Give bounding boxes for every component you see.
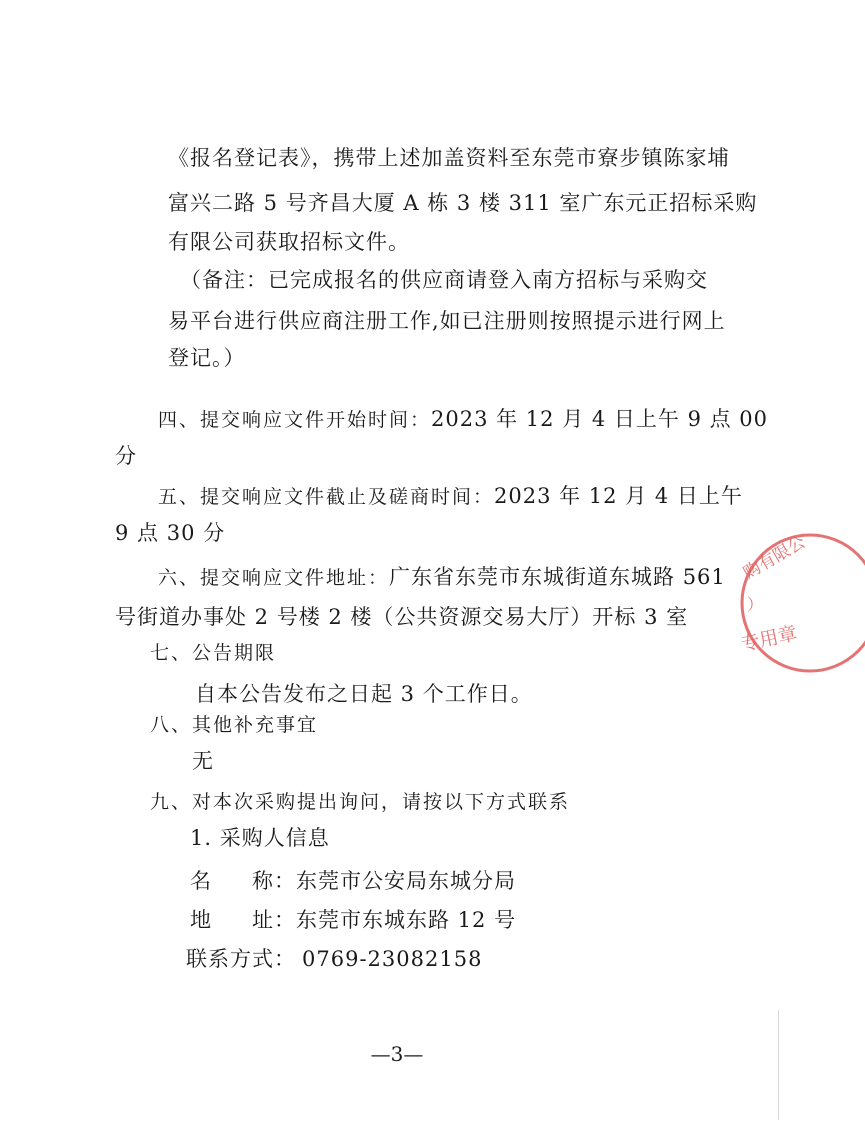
contact-label: 称：: [252, 869, 296, 893]
section-heading: 四、提交响应文件开始时间：: [158, 409, 432, 431]
text-line: 《报名登记表》，携带上述加盖资料至东莞市寮步镇陈家埔: [168, 146, 730, 170]
section-heading: 九、对本次采购提出询问，请按以下方式联系: [150, 791, 571, 813]
page-number: —3—: [370, 1042, 424, 1066]
section-heading: 七、公告期限: [150, 642, 277, 664]
contact-label: 联系方式：: [186, 947, 296, 971]
text-line: （备注：已完成报名的供应商请登入南方招标与采购交: [180, 268, 708, 292]
contact-value: 东莞市公安局东城分局: [296, 869, 516, 893]
section-heading: 六、提交响应文件地址：: [158, 567, 390, 589]
text-line: 号街道办事处 2 号楼 2 楼（公共资源交易大厅）开标 3 室: [115, 605, 689, 629]
section-four: [158, 404, 768, 435]
section-five: [158, 481, 743, 512]
contact-value: 东莞市东城东路 12 号: [296, 908, 517, 932]
text-line: 无: [192, 749, 214, 773]
text-line: 有限公司获取招标文件。: [168, 230, 410, 254]
contact-label: 址：: [252, 908, 296, 932]
section-value: 广东省东莞市东城街道东城路 561: [389, 565, 726, 589]
section-heading: 八、其他补充事宜: [150, 714, 319, 736]
text-line: 1. 采购人信息: [190, 826, 330, 850]
text-line: 分: [115, 444, 137, 468]
section-heading: 五、提交响应文件截止及磋商时间：: [158, 486, 495, 508]
section-six: [158, 562, 726, 593]
contact-label: 名: [190, 869, 212, 893]
text-line: 9 点 30 分: [115, 521, 226, 545]
contact-value: 0769-23082158: [302, 947, 483, 971]
text-line: 易平台进行供应商注册工作,如已注册则按照提示进行网上: [168, 309, 726, 333]
company-seal-stamp: [735, 528, 865, 678]
section-value: 2023 年 12 月 4 日上午 9 点 00: [431, 407, 769, 431]
text-line: 富兴二路 5 号齐昌大厦 A 栋 3 楼 311 室广东元正招标采购: [168, 191, 758, 215]
contact-label: 地: [190, 908, 212, 932]
svg-text:专用章: 专用章: [738, 622, 800, 656]
text-line: 自本公告发布之日起 3 个工作日。: [195, 682, 533, 706]
section-value: 2023 年 12 月 4 日上午: [494, 484, 743, 508]
svg-text:购有限公: 购有限公: [740, 532, 809, 584]
text-line: 登记。）: [168, 346, 246, 370]
svg-text:）: ）: [747, 595, 764, 614]
